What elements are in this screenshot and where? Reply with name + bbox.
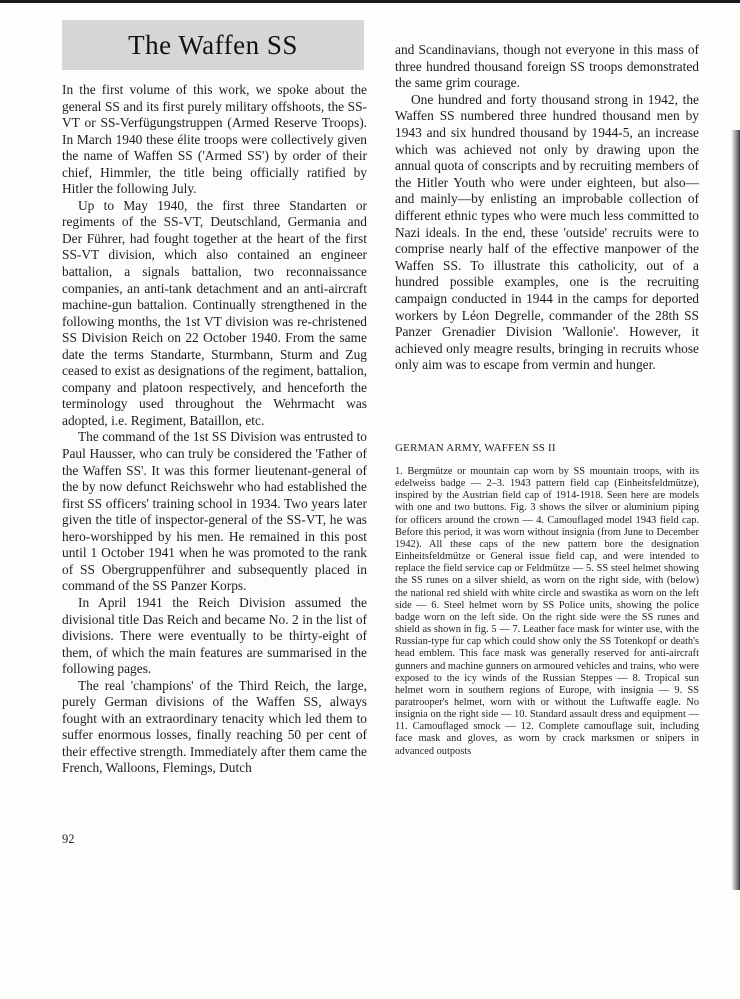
page-title: The Waffen SS	[128, 30, 298, 60]
left-paragraph-4: In April 1941 the Reich Division assumed the divisional title Das Reich and became No. 2 in the list of divisions. There were eventually to be thirty-eight of them, of which the main features are summarised in the following pages.	[62, 594, 367, 677]
title-banner	[62, 20, 364, 70]
left-paragraph-2: Up to May 1940, the first three Standarten or regiments of the SS-VT, Deutschland, Germania and Der Führer, had fought together at the heart of the first SS-VT division, which also contained an engineer battalion, a signals battalion, two reconnaissance companies, an anti-tank detachment and an anti-aircraft machine-gun battalion. Continually strengthened in the following months, the 1st VT division was re-christened SS Division Reich on 22 October 1940. From the same date the terms Standarte, Sturmbann, Sturm and Zug ceased to exist as designations of the regiment, battalion, company and platoon respectively, and henceforth the terminology used throughout the Wehrmacht was adopted, i.e. Regiment, Bataillon, etc.	[62, 197, 367, 428]
right-paragraph-1: and Scandinavians, though not everyone in this mass of three hundred thousand foreign SS troops demonstrated the same grim courage.	[395, 42, 699, 91]
top-rule	[0, 0, 740, 3]
page-number: 92	[62, 832, 75, 846]
right-column	[395, 42, 699, 374]
right-paragraph-2: One hundred and forty thousand strong in 1942, the Waffen SS numbered three hundred thousand men by 1943 and six hundred thousand by 1944-5, an increase which was achieved not only by drawing upon the annual quota of conscripts and by recruiting members of the Hitler Youth who were under eighteen, but also—and mainly—by enlisting an improbable collection of different ethnic types who were much less committed to Nazi ideals. In the end, these 'outside' recruits were to comprise nearly half of the effective manpower of the Waffen SS. To illustrate this catholicity, out of a hundred possible examples, one is the recruiting campaign conducted in 1944 in the camps for deported workers by Léon Degrelle, commander of the 28th SS Panzer Grenadier Division 'Wallonie'. However, it achieved only meagre results, bringing in recruits whose only aim was to escape from vermin and hunger.	[395, 91, 699, 373]
left-paragraph-3: The command of the 1st SS Division was entrusted to Paul Hausser, who can truly be considered the 'Father of the Waffen SS'. It was this former lieutenant-general of the by now defunct Reichswehr who had established the first SS officers' training school in 1934. Two years later given the title of inspector-general of the SS-VT, he was hero-worshipped by his men. He remained in this post until 1 October 1941 when he was promoted to the rank of SS Obergruppenführer and subsequently placed in command of the SS Panzer Korps.	[62, 429, 367, 594]
page-edge-shadow	[732, 130, 740, 890]
left-paragraph-5: The real 'champions' of the Third Reich, the large, purely German divisions of the Waffen SS, always fought with an extraordinary tenacity which led them to suffer enormous losses, finally reaching 50 per cent of their effective strength. Immediately after them came the French, Walloons, Flemings, Dutch	[62, 677, 367, 776]
left-column	[62, 82, 367, 777]
plate-section-heading: GERMAN ARMY, WAFFEN SS II	[395, 442, 556, 454]
left-paragraph-1: In the first volume of this work, we spoke about the general SS and its first purely military offshoots, the SS-VT or SS-Verfügungstruppen (Armed Reserve Troops). In March 1940 these élite troops were collectively given the name of Waffen SS ('Armed SS') by order of their chief, Himmler, the title being officially ratified by Hitler the following July.	[62, 82, 367, 197]
plate-caption: 1. Bergmütze or mountain cap worn by SS mountain troops, with its edelweiss badge — 2–3. 1943 pattern field cap (Einheitsfeldmütze), inspired by the Austrian field cap of 1914-1918. Seen here are models with one and two buttons. Fig. 3 shows the silver or aluminium piping for officers around the crown — 4. Camouflaged model 1943 field cap. Before this period, it was worn without insignia (from June to December 1942). All these caps of the new pattern bore the designation Einheitsfeldmütze or General issue field cap, and were intended to replace the field service cap or Feldmütze — 5. SS steel helmet showing the SS runes on a silver shield, as worn on the right side, with (below) the national red shield with white circle and swastika as worn on the left side — 6. Steel helmet worn by SS Police units, showing the police badge worn on the left side. On the right side were the SS runes and shield as shown in fig. 5 — 7. Leather face mask for winter use, with the Russian-type fur cap which could show only the SS Totenkopf or death's head emblem. This face mask was generally reserved for anti-aircraft gunners and machine gunners on armoured vehicles and trains, who were exposed to the icy winds of the Russian Steppes — 8. Tropical sun helmet worn in southern regions of Europe, with insignia — 9. SS paratrooper's helmet, worn with or without the Luftwaffe eagle. No insignia on the right side — 10. Standard assault dress and equipment — 11. Camouflaged smock — 12. Complete camouflage suit, including face mask and gloves, as worn by crack marksmen or snipers in advanced outposts	[395, 466, 699, 757]
